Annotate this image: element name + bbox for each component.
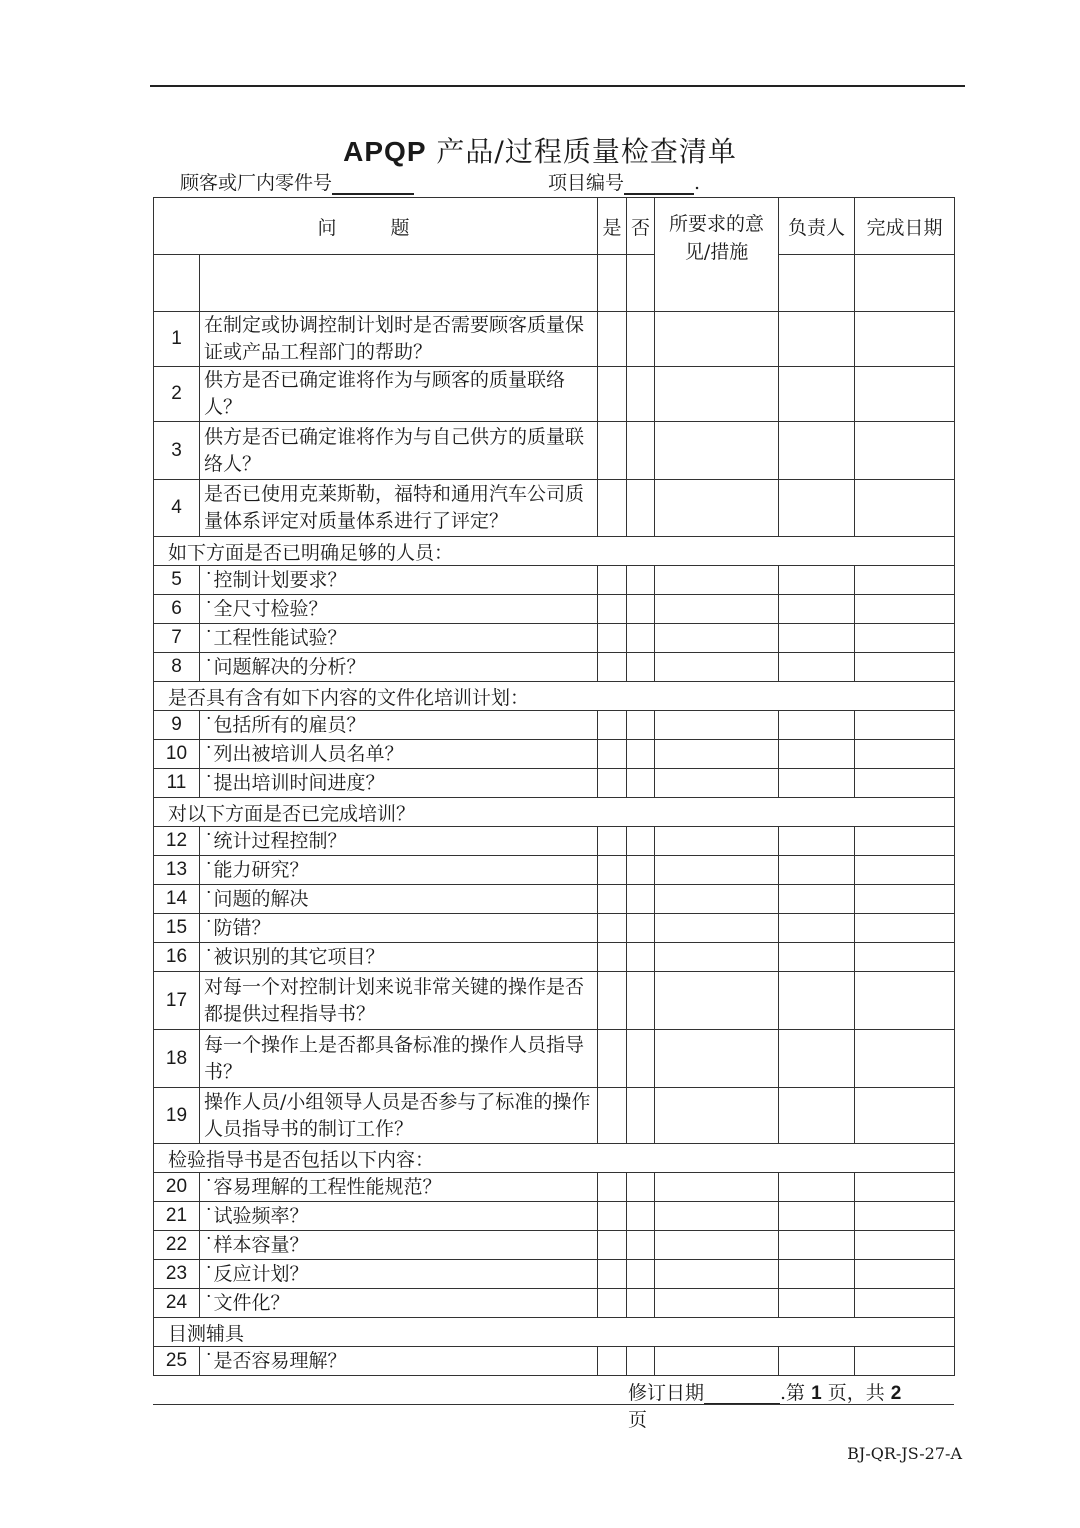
question-text: ˙统计过程控制？ bbox=[200, 827, 598, 856]
completion-date-cell[interactable] bbox=[855, 367, 955, 422]
opinion-cell[interactable] bbox=[655, 1202, 779, 1231]
yes-cell[interactable] bbox=[598, 885, 627, 914]
owner-cell[interactable] bbox=[779, 1088, 855, 1144]
question-text: ˙容易理解的工程性能规范？ bbox=[200, 1173, 598, 1202]
yes-cell[interactable] bbox=[598, 480, 627, 537]
table-row bbox=[154, 1088, 955, 1144]
item-number: 20 bbox=[154, 1173, 200, 1202]
item-number: 14 bbox=[154, 885, 200, 914]
completion-date-cell[interactable] bbox=[855, 769, 955, 798]
opinion-cell[interactable] bbox=[655, 566, 779, 595]
opinion-cell[interactable] bbox=[655, 740, 779, 769]
spacer-cell bbox=[855, 255, 955, 312]
owner-cell[interactable] bbox=[779, 367, 855, 422]
item-number: 16 bbox=[154, 943, 200, 972]
opinion-cell[interactable] bbox=[655, 624, 779, 653]
question-text: ˙样本容量？ bbox=[200, 1231, 598, 1260]
item-number: 17 bbox=[154, 972, 200, 1030]
opinion-cell[interactable] bbox=[655, 885, 779, 914]
item-number: 6 bbox=[154, 595, 200, 624]
opinion-cell[interactable] bbox=[655, 1347, 779, 1376]
question-text: ˙问题的解决 bbox=[200, 885, 598, 914]
no-cell[interactable] bbox=[627, 943, 655, 972]
spacer-cell bbox=[598, 255, 627, 312]
revision-label: 修订日期 bbox=[628, 1382, 705, 1404]
opinion-cell[interactable] bbox=[655, 1173, 779, 1202]
no-cell[interactable] bbox=[627, 653, 655, 682]
question-text: ˙列出被培训人员名单？ bbox=[200, 740, 598, 769]
spacer-cell bbox=[627, 255, 655, 312]
table-row bbox=[154, 1347, 955, 1376]
yes-cell[interactable] bbox=[598, 1202, 627, 1231]
owner-cell[interactable] bbox=[779, 595, 855, 624]
no-cell[interactable] bbox=[627, 885, 655, 914]
no-cell[interactable] bbox=[627, 1347, 655, 1376]
table-row bbox=[154, 624, 955, 653]
section-heading: 如下方面是否已明确足够的人员： bbox=[154, 537, 955, 566]
owner-cell[interactable] bbox=[779, 624, 855, 653]
opinion-cell[interactable] bbox=[655, 312, 779, 367]
yes-cell[interactable] bbox=[598, 595, 627, 624]
completion-date-cell[interactable] bbox=[855, 972, 955, 1030]
no-cell[interactable] bbox=[627, 856, 655, 885]
no-cell[interactable] bbox=[627, 480, 655, 537]
no-cell[interactable] bbox=[627, 624, 655, 653]
yes-cell[interactable] bbox=[598, 624, 627, 653]
question-text: 操作人员/小组领导人员是否参与了标准的操作人员指导书的制订工作？ bbox=[200, 1088, 598, 1144]
question-text: ˙问题解决的分析？ bbox=[200, 653, 598, 682]
question-text: ˙反应计划？ bbox=[200, 1260, 598, 1289]
no-cell[interactable] bbox=[627, 1260, 655, 1289]
question-text: ˙文件化？ bbox=[200, 1289, 598, 1318]
completion-date-cell[interactable] bbox=[855, 1231, 955, 1260]
table-row bbox=[154, 827, 955, 856]
owner-cell[interactable] bbox=[779, 885, 855, 914]
owner-cell[interactable] bbox=[779, 566, 855, 595]
bottom-rule bbox=[153, 1404, 954, 1405]
completion-date-cell[interactable] bbox=[855, 653, 955, 682]
owner-cell[interactable] bbox=[779, 769, 855, 798]
page-title bbox=[0, 130, 1080, 170]
yes-cell[interactable] bbox=[598, 711, 627, 740]
no-cell[interactable] bbox=[627, 1289, 655, 1318]
completion-date-cell[interactable] bbox=[855, 595, 955, 624]
page-mid: 页，共 bbox=[827, 1382, 885, 1404]
no-cell[interactable] bbox=[627, 914, 655, 943]
table-row bbox=[154, 856, 955, 885]
item-number: 11 bbox=[154, 769, 200, 798]
item-number: 12 bbox=[154, 827, 200, 856]
owner-cell[interactable] bbox=[779, 1173, 855, 1202]
item-number: 8 bbox=[154, 653, 200, 682]
table-row bbox=[154, 769, 955, 798]
question-text: 供方是否已确定谁将作为与顾客的质量联络人？ bbox=[200, 367, 598, 422]
no-cell[interactable] bbox=[627, 422, 655, 480]
table-row bbox=[154, 972, 955, 1030]
no-cell[interactable] bbox=[627, 1231, 655, 1260]
yes-cell[interactable] bbox=[598, 972, 627, 1030]
col-owner: 负责人 bbox=[779, 198, 855, 255]
yes-cell[interactable] bbox=[598, 1289, 627, 1318]
page-suffix: 页 bbox=[628, 1409, 648, 1431]
question-text: ˙试验频率？ bbox=[200, 1202, 598, 1231]
opinion-cell[interactable] bbox=[655, 422, 779, 480]
opinion-cell[interactable] bbox=[655, 1030, 779, 1088]
completion-date-cell[interactable] bbox=[855, 312, 955, 367]
top-rule bbox=[150, 85, 965, 87]
section-row bbox=[154, 1144, 955, 1173]
completion-date-cell[interactable] bbox=[855, 1088, 955, 1144]
table-row bbox=[154, 1289, 955, 1318]
completion-date-cell[interactable] bbox=[855, 740, 955, 769]
completion-date-cell[interactable] bbox=[855, 1289, 955, 1318]
section-row bbox=[154, 798, 955, 827]
revision-date-blank[interactable] bbox=[704, 1385, 780, 1405]
no-cell[interactable] bbox=[627, 769, 655, 798]
yes-cell[interactable] bbox=[598, 1347, 627, 1376]
table-row bbox=[154, 422, 955, 480]
opinion-cell[interactable] bbox=[655, 653, 779, 682]
table-row bbox=[154, 885, 955, 914]
owner-cell[interactable] bbox=[779, 827, 855, 856]
col-yes: 是 bbox=[598, 198, 627, 255]
question-text: ˙能力研究？ bbox=[200, 856, 598, 885]
spacer-cell bbox=[200, 255, 598, 312]
owner-cell[interactable] bbox=[779, 711, 855, 740]
item-number: 5 bbox=[154, 566, 200, 595]
project-no-blank[interactable] bbox=[624, 175, 694, 195]
owner-cell[interactable] bbox=[779, 653, 855, 682]
item-number: 4 bbox=[154, 480, 200, 537]
completion-date-cell[interactable] bbox=[855, 885, 955, 914]
item-number: 9 bbox=[154, 711, 200, 740]
yes-cell[interactable] bbox=[598, 1231, 627, 1260]
item-number: 2 bbox=[154, 367, 200, 422]
owner-cell[interactable] bbox=[779, 856, 855, 885]
opinion-cell[interactable] bbox=[655, 367, 779, 422]
yes-cell[interactable] bbox=[598, 653, 627, 682]
table-header-spacer bbox=[154, 255, 955, 312]
section-row bbox=[154, 682, 955, 711]
question-text: ˙全尺寸检验？ bbox=[200, 595, 598, 624]
question-text: ˙工程性能试验？ bbox=[200, 624, 598, 653]
opinion-cell[interactable] bbox=[655, 1289, 779, 1318]
yes-cell[interactable] bbox=[598, 827, 627, 856]
owner-cell[interactable] bbox=[779, 312, 855, 367]
yes-cell[interactable] bbox=[598, 566, 627, 595]
owner-cell[interactable] bbox=[779, 422, 855, 480]
no-cell[interactable] bbox=[627, 711, 655, 740]
yes-cell[interactable] bbox=[598, 1173, 627, 1202]
question-text: 是否已使用克莱斯勒，福特和通用汽车公司质量体系评定对质量体系进行了评定？ bbox=[200, 480, 598, 537]
question-text: ˙是否容易理解？ bbox=[200, 1347, 598, 1376]
yes-cell[interactable] bbox=[598, 914, 627, 943]
completion-date-cell[interactable] bbox=[855, 711, 955, 740]
col-opinion-label: 所要求的意 见/措施 bbox=[669, 213, 765, 263]
document-code: BJ-QR-JS-27-A bbox=[847, 1444, 962, 1463]
opinion-cell[interactable] bbox=[655, 1231, 779, 1260]
item-number: 15 bbox=[154, 914, 200, 943]
owner-cell[interactable] bbox=[779, 1289, 855, 1318]
table-row bbox=[154, 711, 955, 740]
question-text: 供方是否已确定谁将作为与自己供方的质量联络人？ bbox=[200, 422, 598, 480]
yes-cell[interactable] bbox=[598, 856, 627, 885]
no-cell[interactable] bbox=[627, 312, 655, 367]
completion-date-cell[interactable] bbox=[855, 856, 955, 885]
table-row bbox=[154, 1173, 955, 1202]
owner-cell[interactable] bbox=[779, 1260, 855, 1289]
page-current: 1 bbox=[811, 1383, 822, 1404]
section-heading: 是否具有含有如下内容的文件化培训计划： bbox=[154, 682, 955, 711]
completion-date-cell[interactable] bbox=[855, 422, 955, 480]
project-no-label: 项目编号 bbox=[548, 172, 625, 194]
yes-cell[interactable] bbox=[598, 1260, 627, 1289]
table-row bbox=[154, 943, 955, 972]
table-row bbox=[154, 914, 955, 943]
no-cell[interactable] bbox=[627, 740, 655, 769]
section-row bbox=[154, 537, 955, 566]
page-total: 2 bbox=[890, 1383, 902, 1404]
completion-date-cell[interactable] bbox=[855, 480, 955, 537]
yes-cell[interactable] bbox=[598, 1030, 627, 1088]
footer bbox=[628, 1378, 958, 1432]
table-row bbox=[154, 1260, 955, 1289]
yes-cell[interactable] bbox=[598, 943, 627, 972]
question-text: 每一个操作上是否都具备标准的操作人员指导书？ bbox=[200, 1030, 598, 1088]
item-number: 3 bbox=[154, 422, 200, 480]
question-text: 在制定或协调控制计划时是否需要顾客质量保证或产品工程部门的帮助？ bbox=[200, 312, 598, 367]
no-cell[interactable] bbox=[627, 1173, 655, 1202]
completion-date-cell[interactable] bbox=[855, 1260, 955, 1289]
yes-cell[interactable] bbox=[598, 422, 627, 480]
part-no-blank[interactable] bbox=[332, 175, 414, 195]
no-cell[interactable] bbox=[627, 1088, 655, 1144]
owner-cell[interactable] bbox=[779, 1347, 855, 1376]
owner-cell[interactable] bbox=[779, 972, 855, 1030]
question-text: 对每一个对控制计划来说非常关键的操作是否都提供过程指导书？ bbox=[200, 972, 598, 1030]
opinion-cell[interactable] bbox=[655, 914, 779, 943]
question-text: ˙提出培训时间进度？ bbox=[200, 769, 598, 798]
project-no-field bbox=[548, 168, 700, 195]
yes-cell[interactable] bbox=[598, 769, 627, 798]
table-header-row bbox=[154, 198, 955, 255]
yes-cell[interactable] bbox=[598, 367, 627, 422]
col-no: 否 bbox=[627, 198, 655, 255]
part-no-field bbox=[180, 168, 414, 195]
checklist-body bbox=[154, 312, 955, 1376]
table-row bbox=[154, 1202, 955, 1231]
no-cell[interactable] bbox=[627, 1030, 655, 1088]
no-cell[interactable] bbox=[627, 566, 655, 595]
table-row bbox=[154, 595, 955, 624]
table-row bbox=[154, 367, 955, 422]
opinion-cell[interactable] bbox=[655, 480, 779, 537]
col-opinion bbox=[655, 198, 779, 312]
yes-cell[interactable] bbox=[598, 312, 627, 367]
item-number: 7 bbox=[154, 624, 200, 653]
completion-date-cell[interactable] bbox=[855, 827, 955, 856]
no-cell[interactable] bbox=[627, 972, 655, 1030]
section-row bbox=[154, 1318, 955, 1347]
item-number: 18 bbox=[154, 1030, 200, 1088]
spacer-cell bbox=[154, 255, 200, 312]
completion-date-cell[interactable] bbox=[855, 1173, 955, 1202]
no-cell[interactable] bbox=[627, 595, 655, 624]
no-cell[interactable] bbox=[627, 1202, 655, 1231]
page-prefix: .第 bbox=[780, 1382, 806, 1404]
part-no-label: 顾客或厂内零件号 bbox=[180, 172, 333, 194]
question-text: ˙控制计划要求？ bbox=[200, 566, 598, 595]
question-text: ˙防错？ bbox=[200, 914, 598, 943]
title-latin: APQP bbox=[343, 136, 427, 167]
section-heading: 对以下方面是否已完成培训？ bbox=[154, 798, 955, 827]
opinion-cell[interactable] bbox=[655, 1260, 779, 1289]
yes-cell[interactable] bbox=[598, 740, 627, 769]
completion-date-cell[interactable] bbox=[855, 624, 955, 653]
opinion-cell[interactable] bbox=[655, 943, 779, 972]
owner-cell[interactable] bbox=[779, 1202, 855, 1231]
owner-cell[interactable] bbox=[779, 480, 855, 537]
col-question: 问 题 bbox=[154, 198, 598, 255]
owner-cell[interactable] bbox=[779, 914, 855, 943]
item-number: 24 bbox=[154, 1289, 200, 1318]
opinion-cell[interactable] bbox=[655, 769, 779, 798]
yes-cell[interactable] bbox=[598, 1088, 627, 1144]
item-number: 13 bbox=[154, 856, 200, 885]
col-completion-date: 完成日期 bbox=[855, 198, 955, 255]
item-number: 25 bbox=[154, 1347, 200, 1376]
completion-date-cell[interactable] bbox=[855, 943, 955, 972]
table-row bbox=[154, 480, 955, 537]
question-text: ˙包括所有的雇员？ bbox=[200, 711, 598, 740]
opinion-cell[interactable] bbox=[655, 711, 779, 740]
owner-cell[interactable] bbox=[779, 943, 855, 972]
owner-cell[interactable] bbox=[779, 1030, 855, 1088]
item-number: 23 bbox=[154, 1260, 200, 1289]
item-number: 10 bbox=[154, 740, 200, 769]
opinion-cell[interactable] bbox=[655, 972, 779, 1030]
checklist-table bbox=[153, 197, 955, 1376]
item-number: 21 bbox=[154, 1202, 200, 1231]
spacer-cell bbox=[779, 255, 855, 312]
owner-cell[interactable] bbox=[779, 1231, 855, 1260]
table-row bbox=[154, 740, 955, 769]
title-chinese: 产品/过程质量检查清单 bbox=[436, 135, 737, 168]
opinion-cell[interactable] bbox=[655, 1088, 779, 1144]
table-row bbox=[154, 1231, 955, 1260]
no-cell[interactable] bbox=[627, 367, 655, 422]
table-row bbox=[154, 312, 955, 367]
no-cell[interactable] bbox=[627, 827, 655, 856]
completion-date-cell[interactable] bbox=[855, 914, 955, 943]
item-number: 1 bbox=[154, 312, 200, 367]
section-heading: 检验指导书是否包括以下内容： bbox=[154, 1144, 955, 1173]
question-text: ˙被识别的其它项目？ bbox=[200, 943, 598, 972]
opinion-cell[interactable] bbox=[655, 856, 779, 885]
completion-date-cell[interactable] bbox=[855, 1347, 955, 1376]
project-no-suffix: . bbox=[694, 172, 701, 194]
item-number: 19 bbox=[154, 1088, 200, 1144]
completion-date-cell[interactable] bbox=[855, 1030, 955, 1088]
owner-cell[interactable] bbox=[779, 740, 855, 769]
item-number: 22 bbox=[154, 1231, 200, 1260]
opinion-cell[interactable] bbox=[655, 595, 779, 624]
completion-date-cell[interactable] bbox=[855, 566, 955, 595]
table-row bbox=[154, 566, 955, 595]
section-heading: 目测辅具 bbox=[154, 1318, 955, 1347]
completion-date-cell[interactable] bbox=[855, 1202, 955, 1231]
table-row bbox=[154, 653, 955, 682]
opinion-cell[interactable] bbox=[655, 827, 779, 856]
table-row bbox=[154, 1030, 955, 1088]
